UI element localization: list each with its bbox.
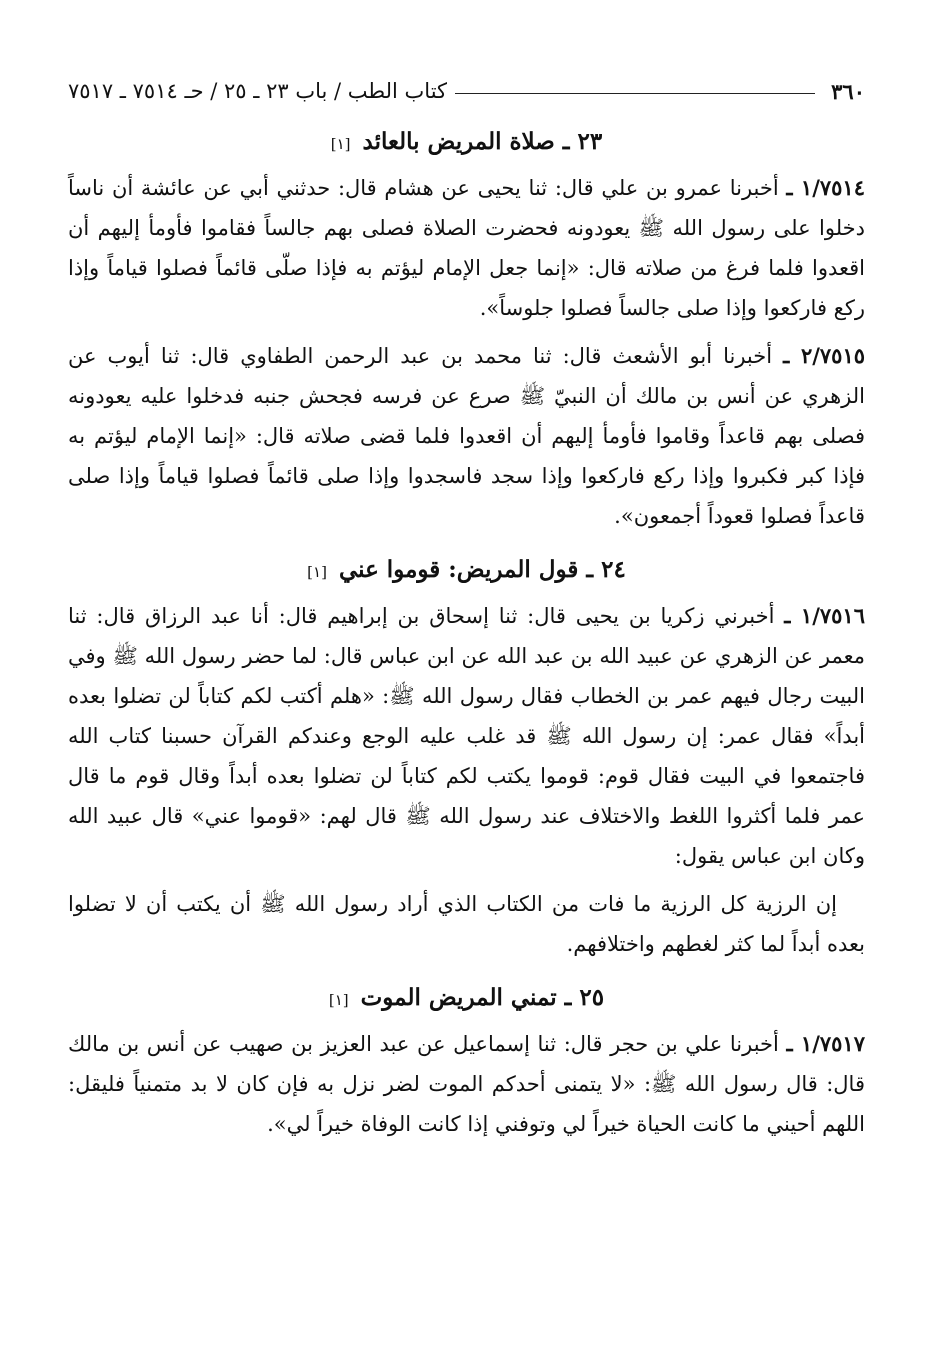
hadith-7516 <box>68 596 865 876</box>
running-header <box>68 74 865 108</box>
section-heading-25 <box>68 978 865 1020</box>
section-heading-24 <box>68 550 865 592</box>
hadith-7516-continuation: إن الرزية كل الرزية ما فات من الكتاب الذي أراد رسول الله ﷺ أن يكتب أن لا تضلوا بعده أبداً لما كثر لغطهم واختلافهم. <box>68 892 865 956</box>
section-heading-23 <box>68 122 865 164</box>
hadith-number: ١/٧٥١٧ ـ <box>786 1031 865 1056</box>
hadith-7517 <box>68 1024 865 1144</box>
hadith-text: أخبرني زكريا بن يحيى قال: ثنا إسحاق بن إبراهيم قال: أنا عبد الرزاق قال: ثنا معمر عن الزهري عن عبيد الله بن عبد الله عن ابن عباس قال: لما حضر رسول الله ﷺ وفي البيت رجال فيهم عمر بن الخطاب فقال رسول الله ﷺ: «هلم أكتب لكم كتاباً لن تضلوا بعده أبداً» فقال عمر: إن رسول الله ﷺ قد غلب عليه الوجع وعندكم القرآن حسبنا كتاب الله فاجتمعوا في البيت فقال قوم: قوموا يكتب لكم كتاباً لن تضلوا بعده أبداً وقال قوم ما قال عمر فلما أكثروا اللغط والاختلاف عند رسول الله ﷺ قال لهم: «قوموا عني» قال عبيد الله وكان ابن عباس يقول: <box>68 604 865 868</box>
hadith-text: أخبرنا علي بن حجر قال: ثنا إسماعيل عن عبد العزيز بن صهيب عن أنس بن مالك قال: قال رسول الله ﷺ: «لا يتمنى أحدكم الموت لضر نزل به فإن كان لا بد متمنياً فليقل: اللهم أحيني ما كانت الحياة خيراً لي وتوفني إذا كانت الوفاة خيراً لي». <box>68 1032 865 1136</box>
hadith-number: ١/٧٥١٦ ـ <box>784 603 865 628</box>
section-title: ٢٣ ـ صلاة المريض بالعائد <box>362 128 603 155</box>
footnote-marker: [١] <box>307 563 327 581</box>
hadith-number: ٢/٧٥١٥ ـ <box>783 343 866 368</box>
running-title: كتاب الطب / باب ٢٣ ـ ٢٥ / حـ ٧٥١٤ ـ ٧٥١٧ <box>68 79 448 103</box>
hadith-7514 <box>68 168 865 328</box>
hadith-number: ١/٧٥١٤ ـ <box>786 175 865 200</box>
hadith-text: أخبرنا عمرو بن علي قال: ثنا يحيى عن هشام قال: حدثني أبي عن عائشة أن ناساً دخلوا على رسول الله ﷺ يعودونه فحضرت الصلاة فصلى بهم جالساً فقاموا فأومأ إليهم أن اقعدوا فلما فرغ من صلاته قال: «إنما جعل الإمام ليؤتم به فإذا صلّى قائماً فصلوا قياماً وإذا ركع فاركعوا وإذا صلى جالساً فصلوا جلوساً». <box>68 176 865 320</box>
footnote-marker: [١] <box>330 135 351 153</box>
header-rule <box>455 93 815 94</box>
section-title: ٢٤ ـ قول المريض: قوموا عني <box>338 556 626 583</box>
section-title: ٢٥ ـ تمني المريض الموت <box>360 984 605 1011</box>
hadith-text: أخبرنا أبو الأشعث قال: ثنا محمد بن عبد الرحمن الطفاوي قال: ثنا أيوب عن الزهري عن أنس بن مالك أن النبيّ ﷺ صرع عن فرسه فجحش جنبه فدخلوا عليه يعودونه فصلى بهم قاعداً وقاموا فأومأ إليهم أن اقعدوا فلما قضى صلاته قال: «إنما الإمام ليؤتم به فإذا كبر فكبروا وإذا ركع فاركعوا وإذا سجد فاسجدوا وإذا صلى قائماً فصلوا قياماً وإذا صلى قاعداً فصلوا قعوداً أجمعون». <box>68 344 865 528</box>
page-number: ٣٦٠ <box>831 78 865 104</box>
hadith-7515 <box>68 336 865 536</box>
footnote-marker: [١] <box>328 991 349 1009</box>
